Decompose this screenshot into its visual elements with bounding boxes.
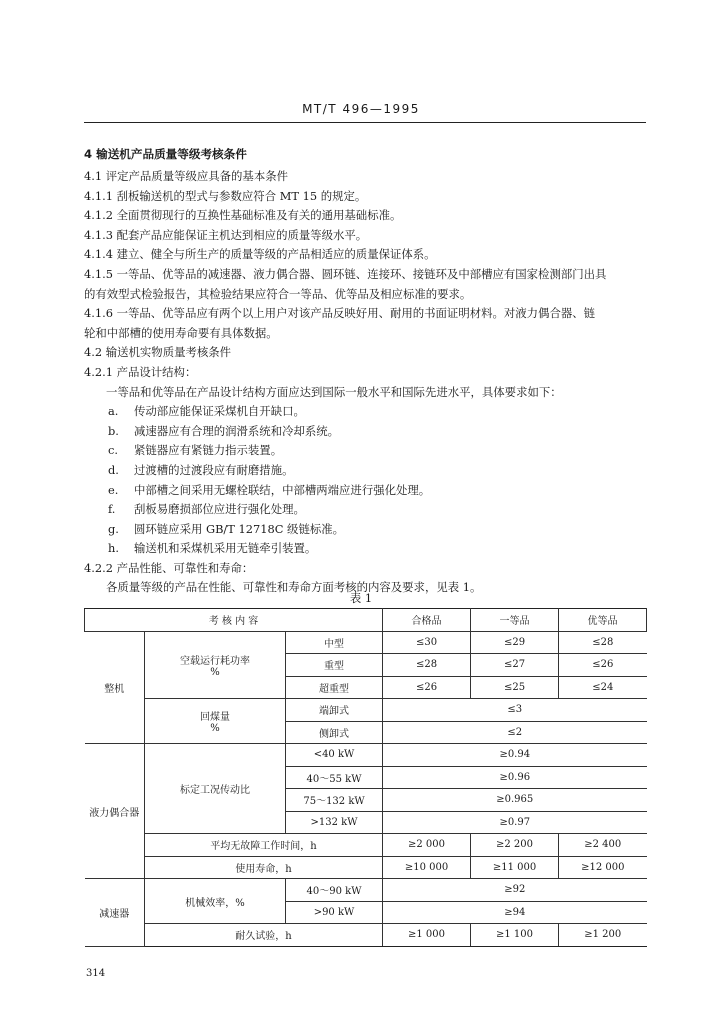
text-line: 4.1.2 全面贯彻现行的互换性基础标准及有关的通用基础标准。 — [84, 208, 402, 223]
cell: 40～90 kW — [286, 879, 383, 902]
item-text: 紧链器应有紧链力指示装置。 — [134, 443, 283, 458]
item-text: 刮板易磨损部位应进行强化处理。 — [134, 502, 305, 517]
table-row — [85, 879, 647, 902]
header-grade3: 优等品 — [559, 609, 647, 632]
table-row — [85, 834, 647, 857]
item-mark: d. — [108, 462, 119, 477]
cell: ≤28 — [559, 631, 647, 654]
item-mark: e. — [108, 482, 119, 497]
group-reducer: 减速器 — [85, 879, 145, 947]
cell: ≤30 — [383, 631, 471, 654]
cell: 中型 — [286, 631, 383, 654]
text-line: 4.1 评定产品质量等级应具备的基本条件 — [84, 169, 288, 183]
cell: ≤26 — [383, 676, 471, 699]
cell: ≥1 100 — [471, 924, 559, 947]
rated-ratio-label: 标定工况传动比 — [145, 744, 286, 834]
cell: 75～132 kW — [286, 789, 383, 812]
cell: ≤26 — [559, 654, 647, 677]
text-line: 轮和中部槽的使用寿命要有具体数据。 — [84, 325, 278, 340]
cell: ≥10 000 — [383, 856, 471, 879]
item-text: 输送机和采煤机采用无链牵引装置。 — [134, 541, 317, 556]
design-item — [84, 461, 646, 481]
return-coal-unit: % — [210, 723, 220, 734]
design-item — [84, 539, 646, 559]
item-text: 减速器应有合理的润滑系统和冷却系统。 — [134, 423, 340, 438]
cell: ≥94 — [383, 901, 647, 924]
text-line: 4.1.4 建立、健全与所生产的质量等级的产品相适应的质量保证体系。 — [84, 247, 436, 262]
cell: ≥0.94 — [383, 744, 647, 767]
page-number: 314 — [86, 968, 106, 979]
design-item — [84, 520, 646, 540]
item-mark: h. — [108, 541, 119, 556]
cell: ≤25 — [471, 676, 559, 699]
endurance-label: 耐久试验，h — [145, 924, 383, 947]
design-item — [84, 402, 646, 422]
cell: ≥1 200 — [559, 924, 647, 947]
item-text: 中部槽之间采用无螺栓联结，中部槽两端应进行强化处理。 — [134, 482, 431, 497]
cell: ≤2 — [383, 721, 647, 744]
design-intro: 一等品和优等品在产品设计结构方面应达到国际一般水平和国际先进水平，具体要求如下： — [106, 384, 562, 399]
quality-table — [84, 608, 647, 947]
life-label: 使用寿命，h — [145, 856, 383, 879]
table-header-row — [85, 609, 647, 632]
body-text — [84, 167, 646, 598]
item-mark: c. — [108, 443, 119, 458]
table-caption: 表 1 — [349, 591, 373, 605]
table-row — [85, 924, 647, 947]
item-mark: g. — [108, 521, 119, 536]
cell: <40 kW — [286, 744, 383, 767]
text-line: 4.1.3 配套产品应能保证主机达到相应的质量等级水平。 — [84, 227, 368, 242]
text-line: 4.2.1 产品设计结构： — [84, 364, 197, 379]
cell: ≥0.96 — [383, 766, 647, 789]
cell: ≥2 200 — [471, 834, 559, 857]
mtbf-label: 平均无故障工作时间，h — [145, 834, 383, 857]
text-line: 4.1.5 一等品、优等品的减速器、液力偶合器、圆环链、连接环、接链环及中部槽应有国家检测部门出具 — [84, 266, 607, 281]
item-text: 过渡槽的过渡段应有耐磨措施。 — [134, 462, 294, 477]
cell: 端卸式 — [286, 699, 383, 722]
cell: ≥0.97 — [383, 811, 647, 834]
cell: ≥2 400 — [559, 834, 647, 857]
section-title: 4 输送机产品质量等级考核条件 — [84, 147, 247, 161]
group-whole-machine: 整机 — [85, 631, 145, 744]
return-coal-label: 回煤量 — [200, 712, 230, 723]
header-grade2: 一等品 — [471, 609, 559, 632]
cell: ≤24 — [559, 676, 647, 699]
cell: >132 kW — [286, 811, 383, 834]
item-mark: b. — [108, 423, 119, 438]
header-rule — [84, 122, 646, 123]
header-item: 考 核 内 容 — [85, 609, 383, 632]
item-mark: a. — [108, 404, 119, 419]
item-text: 圆环链应采用 GB/T 12718C 级链标准。 — [134, 521, 345, 536]
cell: ≥0.965 — [383, 789, 647, 812]
item-mark: f. — [108, 502, 116, 517]
item-text: 传动部应能保证采煤机自开缺口。 — [134, 404, 305, 419]
table-row — [85, 699, 647, 722]
cell: ≤29 — [471, 631, 559, 654]
design-item — [84, 481, 646, 501]
design-item — [84, 422, 646, 442]
cell: ≥11 000 — [471, 856, 559, 879]
cell: ≤27 — [471, 654, 559, 677]
header-grade1: 合格品 — [383, 609, 471, 632]
group-coupling: 液力偶合器 — [85, 744, 145, 879]
table-row — [85, 744, 647, 767]
cell: 40～55 kW — [286, 766, 383, 789]
text-line: 4.1.1 刮板输送机的型式与参数应符合 MT 15 的规定。 — [84, 188, 367, 203]
cell: ≥12 000 — [559, 856, 647, 879]
cell: ≤28 — [383, 654, 471, 677]
noload-power-label: 空载运行耗功率 — [180, 655, 250, 667]
text-line: 的有效型式检验报告，其检验结果应符合一等品、优等品及相应标准的要求。 — [84, 286, 472, 301]
cell: >90 kW — [286, 901, 383, 924]
cell: 超重型 — [286, 676, 383, 699]
noload-power-cell — [145, 631, 286, 699]
cell: ≥1 000 — [383, 924, 471, 947]
design-item — [84, 441, 646, 461]
table-row — [85, 856, 647, 879]
cell: ≤3 — [383, 699, 647, 722]
cell: ≥2 000 — [383, 834, 471, 857]
cell: 侧卸式 — [286, 721, 383, 744]
design-item — [84, 500, 646, 520]
cell: 重型 — [286, 654, 383, 677]
perf-heading: 4.2.2 产品性能、可靠性和寿命： — [84, 560, 254, 575]
mech-eff-label: 机械效率，% — [145, 879, 286, 924]
perf-intro: 各质量等级的产品在性能、可靠性和寿命方面考核的内容及要求，见表 1。 — [106, 580, 482, 595]
return-coal-cell — [145, 699, 286, 744]
table-row — [85, 631, 647, 654]
text-line: 4.2 输送机实物质量考核条件 — [84, 345, 232, 360]
page-header: MT/T 496—1995 — [302, 102, 420, 116]
text-line: 4.1.6 一等品、优等品应有两个以上用户对该产品反映好用、耐用的书面证明材料。对液力偶合器、链 — [84, 306, 596, 321]
noload-power-unit: % — [210, 666, 220, 678]
cell: ≥92 — [383, 879, 647, 902]
